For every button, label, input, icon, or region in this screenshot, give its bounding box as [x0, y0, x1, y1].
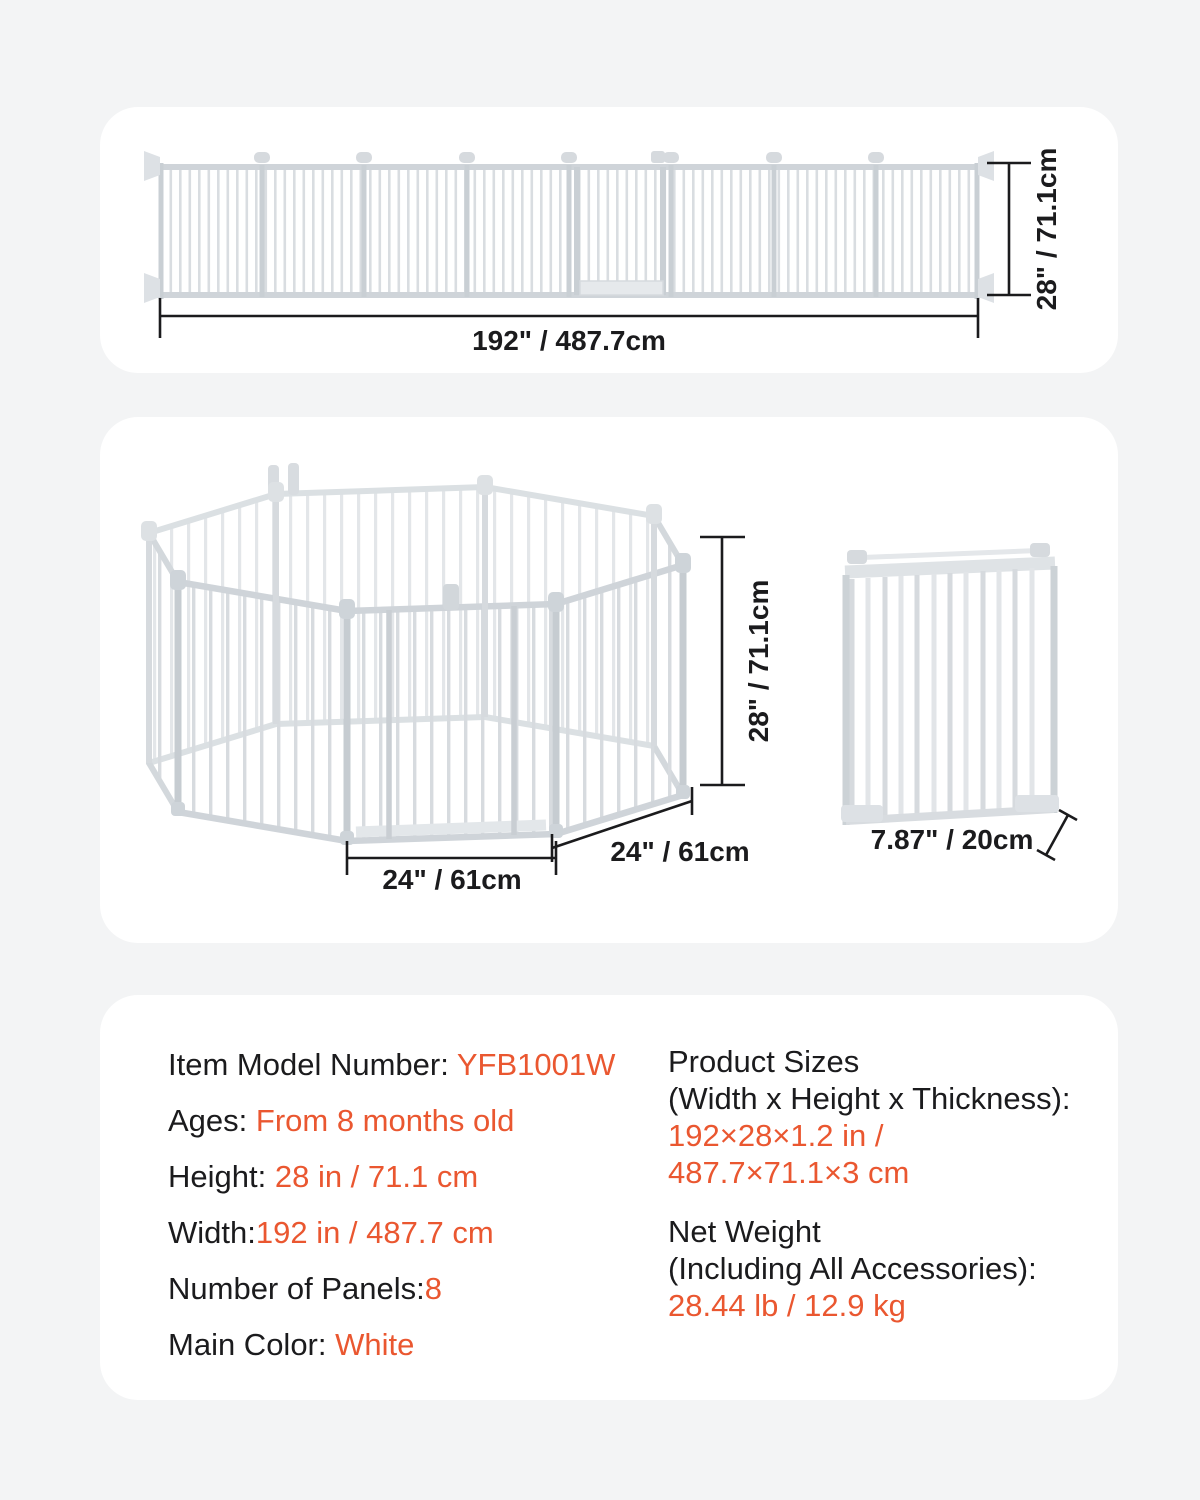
octagon-playpen: [141, 463, 691, 845]
spec-value: White: [335, 1327, 415, 1362]
spec-value: 28 in / 71.1 cm: [274, 1159, 479, 1194]
spec-label: Product Sizes: [668, 1044, 860, 1079]
height-dimension: [987, 148, 1062, 311]
spec-label: Net Weight: [668, 1214, 821, 1249]
spec-main-color: [168, 1327, 615, 1363]
height-dimension-label: 28" / 71.1cm: [1031, 147, 1062, 311]
side-panel-width-label: 24" / 61cm: [610, 836, 750, 867]
spec-width: [168, 1215, 615, 1251]
specs-left-column: [168, 1047, 615, 1383]
spec-label: Number of Panels:: [168, 1271, 425, 1306]
spec-label: Height:: [168, 1159, 275, 1194]
spec-label: Ages:: [168, 1103, 256, 1138]
spec-value: 8: [424, 1271, 442, 1306]
front-panel-width-dimension: [347, 841, 556, 895]
spec-value: 28.44 lb / 12.9 kg: [668, 1288, 906, 1323]
front-panel-width-label: 24" / 61cm: [382, 864, 522, 895]
spec-label: (Width x Height x Thickness):: [668, 1081, 1071, 1116]
hinge-knobs: [254, 152, 884, 163]
spec-panel-count: [168, 1271, 615, 1307]
playpen-height-label: 28" / 71.1cm: [743, 579, 774, 743]
spec-value: 192 in / 487.7 cm: [255, 1215, 494, 1250]
spec-value: 487.7×71.1×3 cm: [668, 1155, 910, 1190]
spec-label: Main Color:: [168, 1327, 336, 1362]
folded-depth-label: 7.87" / 20cm: [870, 824, 1034, 855]
spec-model-number: [168, 1047, 615, 1083]
playpen-height-dimension: [700, 537, 774, 785]
straight-layout-card: [100, 107, 1118, 373]
spec-product-sizes: [668, 1043, 1071, 1191]
octagon-playpen-diagram: [100, 417, 1118, 943]
spec-ages: [168, 1103, 615, 1139]
specifications-card: [100, 995, 1118, 1400]
octagon-layout-card: [100, 417, 1118, 943]
spec-value: YFB1001W: [456, 1047, 616, 1082]
spec-label: Item Model Number:: [168, 1047, 457, 1082]
width-dimension-label: 192" / 487.7cm: [472, 325, 666, 356]
spec-value: From 8 months old: [255, 1103, 515, 1138]
spec-height: [168, 1159, 615, 1195]
folded-gate-stack: [841, 543, 1059, 825]
width-dimension: [160, 298, 978, 356]
spec-value: 192×28×1.2 in /: [668, 1118, 884, 1153]
specs-right-column: [668, 1043, 1071, 1324]
straight-gate-diagram: [100, 107, 1118, 373]
straight-gate-panels: [144, 151, 994, 303]
spec-label: Width:: [168, 1215, 256, 1250]
spec-label: (Including All Accessories):: [668, 1251, 1037, 1286]
spec-net-weight: [668, 1213, 1071, 1324]
